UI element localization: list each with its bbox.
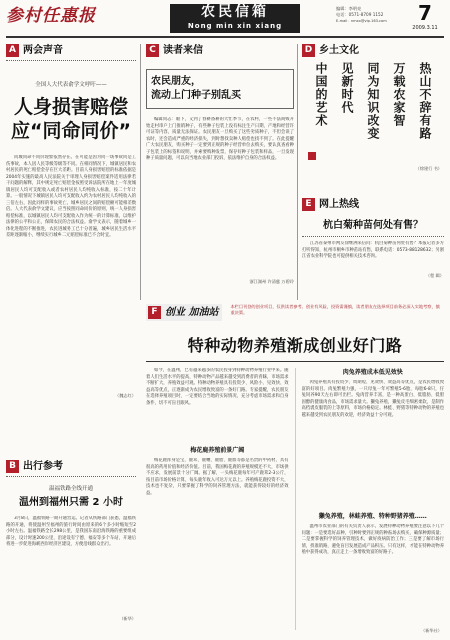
article-headline: 温州到福州只需 2 小时	[19, 497, 123, 508]
section-d-header	[302, 44, 444, 57]
article-headline: 特种动物养殖渐成创业好门路	[187, 336, 403, 355]
article-body: 同城同命不同价现象依然存在。在可能是因为同一场事故同是工伤事故，本人因人民等级等级等不同。在相同情况下，城镇居民和农村居民的死亡赔偿金存在巨大差距。目前人身损害赔偿的标准依据是2004年实施的最高人民法院关于审理人身损害赔偿案件适用法律若干问题的解释，其中规定死亡赔偿金按照受诉法院所在地上一年度城镇居民人均可支配收入或者农村居民人均纯收入标准，按二十年计算。一般情况下城镇居民人均可支配收入约为农村居民人均纯收入的三倍左右，因此同样的事故死亡，城乡居民之间的赔偿额可能相差数倍。人大代表俞学文建议，应当按照同命同价的原则，统一人身损害赔偿标准，以城镇居民人均可支配收入作为统一的计算标准，以维护法律的公平和公正，保障农民的合法权益。俞学文表示，随着城乡一体化进程的不断推进，农民进城务工已十分普遍，城乡居民生活水平差距逐渐缩小，继续实行城乡二元赔偿标准已不合时宜。	[6, 155, 136, 238]
section-title: 创业 加油站	[165, 307, 219, 318]
section-label	[146, 304, 222, 321]
article-body: 梅花鹿浑身是宝，鹿茸、鹿鞭、鹿胎、鹿血等都是名贵的中药材，具有很高的药用价值和经济价值。目前，我国梅花鹿的养殖规模还不大，市场供不应求，发展前景十分广阔。据了解，一头梅花鹿每年可产鹿茸2-3公斤，按目前市场价格计算，每头鹿年收入可达万元以上。养殖梅花鹿投资不大，技术也不复杂，只要掌握了科学的饲养管理方法，就能获得较好的经济效益。	[146, 458, 289, 496]
subhead: 肉兔养殖成本低见效快	[342, 369, 403, 376]
article-body: 温州市农业部门的有关负责人表示，发展特种动物养殖要注意以下几个问题：一是要选好品种，引种时要到正规的种畜场去购买，确保种源质量；二是要掌握科学的饲养管理技术，做好疫病防治工作；三是要了解市场行情，找准销路，避免盲目发展造成产品积压。只有这样，才能在特种动物养殖中获得成功，真正走上一条增收致富的好路子。	[301, 524, 444, 555]
section-e	[302, 198, 444, 298]
headline-line: 应“同命同价”	[11, 120, 131, 142]
article-headline: 杭白菊种苗何处有售？	[323, 220, 423, 231]
section-badge: D	[302, 44, 315, 57]
masthead-rule	[6, 36, 444, 38]
tel-line: 电话：0571-8709 1152	[336, 12, 384, 17]
masthead-info	[336, 6, 396, 24]
section-badge: E	[302, 198, 315, 211]
section-e-header	[302, 198, 444, 211]
calligraphy-column: 见新时代	[340, 62, 354, 114]
headline-line: 流动上门种子别乱买	[151, 90, 241, 101]
issue-date: 2009.3.11	[412, 25, 438, 31]
calligraphy-column: 中国的艺术	[314, 62, 328, 127]
section-c-header	[146, 44, 294, 57]
section-title: 读者来信	[163, 45, 203, 56]
section-a-header	[6, 44, 136, 57]
article-kicker: 温福铁路全线开通	[48, 486, 93, 492]
calligraphy-artwork	[302, 62, 444, 162]
calligraphy-column: 热山不辞有路	[418, 62, 432, 140]
article-body: 肉兔养殖具有投资少、周期短、见效快、效益高等优点，是农民增收致富的好项目。肉兔繁殖力强，一只母兔一年可繁殖5-6胎，每胎6-8只，仔兔饲养90天左右即可出栏。兔肉营养丰富，是一种高蛋白、低脂肪、低胆固醇的健康肉食品，市场需求量大。獭兔养殖，獭兔皮毛细密柔软，是制作高档裘皮服装的上等原料，市场价格稳定。林蛙、野猪等特种动物的养殖也越来越受到农民朋友的欢迎，经济效益十分可观。	[301, 380, 444, 418]
calligraphy-column: 万载农家智	[392, 62, 406, 127]
section-title: 网上热线	[319, 199, 359, 210]
divider	[6, 60, 136, 61]
subhead: 獭兔养殖，林蛙养殖、特种野猪养殖……	[318, 513, 427, 520]
section-title: 两会声音	[23, 45, 63, 56]
article-column	[146, 368, 289, 630]
article-columns	[146, 368, 444, 630]
section-title: 乡土文化	[319, 45, 359, 56]
section-title-cn: 农民信箱	[201, 4, 269, 20]
newspaper-logo: 参村任惠报	[6, 6, 96, 26]
article-signature: 浙江湖州 许清慈 万碧玲	[249, 279, 294, 284]
email-line: E-mail：nmxx@vip.163.com	[336, 19, 387, 23]
divider	[146, 361, 444, 362]
section-badge: C	[146, 44, 159, 57]
article-body: 江苏省泰州市网友徐继洲来信问：杭白菊种苗何处有售？本报记者多方打听得知，杭州市桐乡市种苗站有售，联系电话：0573-88128632；另浙江省农业科学院也可提供相关技术咨询。	[302, 241, 444, 259]
section-banner	[170, 4, 300, 33]
section-badge: B	[6, 460, 19, 473]
page-number: 7	[418, 1, 432, 25]
section-f-header	[146, 304, 444, 321]
headline-box	[146, 69, 294, 109]
headline-line: 人身损害赔偿	[13, 96, 128, 118]
article-byline: （新华）	[119, 616, 136, 621]
section-a	[6, 44, 136, 450]
section-c	[146, 44, 294, 296]
article-body: 3月8日，温福铁路一期开通营运。记者从铁路部门获悉，温福铁路的开通，将使温州至福州的旅行时间由原来的6个多小时缩短至2小时左右。温福铁路全长298公里，是我国东南沿海铁路的重要组成部分，设计时速200公里，沿途设有宁德、福安等多个车站，开通后将进一步促进海峡西岸经济区建设，方便沿线群众出行。	[6, 516, 136, 547]
section-d	[302, 44, 444, 194]
calligraphy-seal	[308, 152, 316, 160]
column-divider	[140, 44, 141, 300]
section-badge: A	[6, 44, 19, 57]
section-title: 出行参考	[23, 461, 63, 472]
section-title-pinyin: Nong min xin xiang	[187, 22, 283, 30]
column-intro: 本栏目刊登的创业项目，仅供读者参考。创业有风险，投资需谨慎，读者朋友在选择项目前务必深入实地考察，慎重决策。	[230, 304, 440, 315]
article-byline: （魏志红）	[115, 393, 136, 398]
section-b-header	[6, 460, 136, 473]
section-f	[146, 304, 444, 636]
section-badge: F	[148, 306, 161, 319]
artwork-byline: （徐建行 书）	[415, 166, 442, 171]
article-headline	[6, 95, 136, 143]
editor-line: 编辑：李明亮	[336, 6, 362, 11]
article-body: 如今，在温州，已有越来越多的农民投身到特种动物养殖行业中来。随着人们生活水平的提高，特种动物产品越来越受到消费者的青睐，市场需求不断扩大，养殖效益可观。特种动物养殖具有投资少、风险小、见效快、效益高等优点，正逐渐成为农民增收致富的一条好门路。专家提醒，农民朋友在选择养殖项目时，一定要结合当地的实际情况，充分考虑市场需求和自身条件，切不可盲目跟风。	[146, 368, 289, 406]
divider	[6, 476, 136, 477]
article-kicker: 全国人大代表俞学文呼吁——	[35, 82, 107, 88]
article-byline: （新华社）	[421, 628, 442, 633]
column-divider	[297, 44, 298, 300]
article-column	[302, 368, 445, 630]
article-body: 编辑同志：眼下，又到了春耕备耕的大忙季节，在农村，一些不法商贩开始走村串户上门推销种子，有些种子包装上没有标注生产日期、产地和经营许可证等内容，质量无法保证。农民朋友一旦购买了这些劣质种子，不但会误了农时，还会造成严重的经济损失，到时想找卖种人赔偿也找不到了。在此提醒广大农民朋友，购买种子一定要到正规的种子经营单位去购买，要认真查看种子包装上的标签和说明，并索要购种发票，保存好种子包装和样品，一旦发现种子质量问题，可以向当地农业部门投诉，依法维护自身的合法权益。	[146, 117, 294, 161]
section-b	[6, 460, 136, 635]
divider	[302, 236, 444, 237]
headline-line: 农民朋友，	[151, 76, 201, 87]
calligraphy-column: 同为知识改变	[366, 62, 380, 140]
subhead: 梅花鹿养殖前景广阔	[190, 447, 245, 454]
column-divider	[295, 368, 296, 630]
masthead	[0, 0, 450, 40]
article-byline: （程 辑）	[425, 273, 444, 278]
